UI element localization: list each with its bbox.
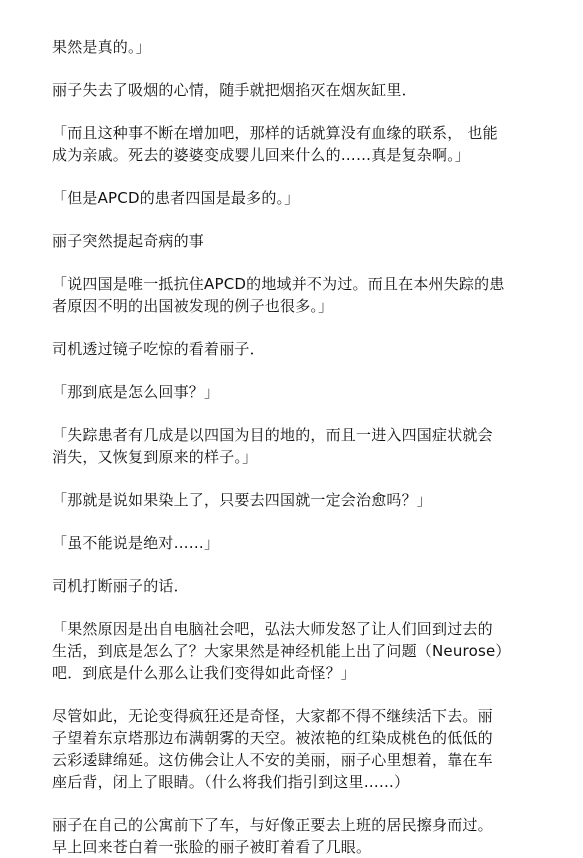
paragraph: 「说四国是唯一抵抗住APCD的地域并不为过。而且在本州失踪的患 者原因不明的出国被发现的例子也很多。」 [52, 275, 505, 315]
paragraph: 「而且这种事不断在增加吧，那样的话就算没有血缘的联系， 也能 成为亲戚。死去的婆婆变成婴儿回来什么的……真是复杂啊。」 [52, 124, 498, 164]
paragraph: 司机透过镜子吃惊的看着丽子． [52, 340, 265, 358]
paragraph: 果然是真的。」 [52, 38, 151, 56]
paragraph: 「果然原因是出自电脑社会吧，弘法大师发怒了让人们回到过去的 生活，到底是怎么了？大家果然是神经机能上出了问题（Neurose） 吧．到底是什么那么让我们变得如此奇怪？」 [52, 620, 511, 682]
paragraph: 「失踪患者有几成是以四国为目的地的，而且一进入四国症状就会 消失，又恢复到原来的样子。」 [52, 426, 493, 466]
paragraph: 「虽不能说是绝对……」 [52, 534, 220, 552]
paragraph: 尽管如此，无论变得疯狂还是奇怪，大家都不得不继续活下去。丽 子望着东京塔那边布满朝雾的天空。被浓艳的红染成桃色的低低的 云彩逶肆绵延。这仿佛会让人不安的美丽，丽子心里想着，靠在车 座后背，闭上了眼睛。（什么将我们指引到这里……） [52, 707, 493, 791]
paragraph: 丽子失去了吸烟的心情，随手就把烟掐灭在烟灰缸里． [52, 81, 417, 99]
paragraph: 司机打断丽子的话． [52, 577, 189, 595]
paragraph: 「那到底是怎么回事？」 [52, 383, 220, 401]
paragraph: 丽子在自己的公寓前下了车，与好像正要去上班的居民擦身而过。 早上回来苍白着一张脸的丽子被盯着看了几眼。 [52, 816, 493, 856]
paragraph: 「但是APCD的患者四国是最多的。」 [52, 189, 300, 207]
paragraph: 丽子突然提起奇病的事 [52, 232, 205, 250]
paragraph: 「那就是说如果染上了，只要去四国就一定会治愈吗？」 [52, 491, 433, 509]
